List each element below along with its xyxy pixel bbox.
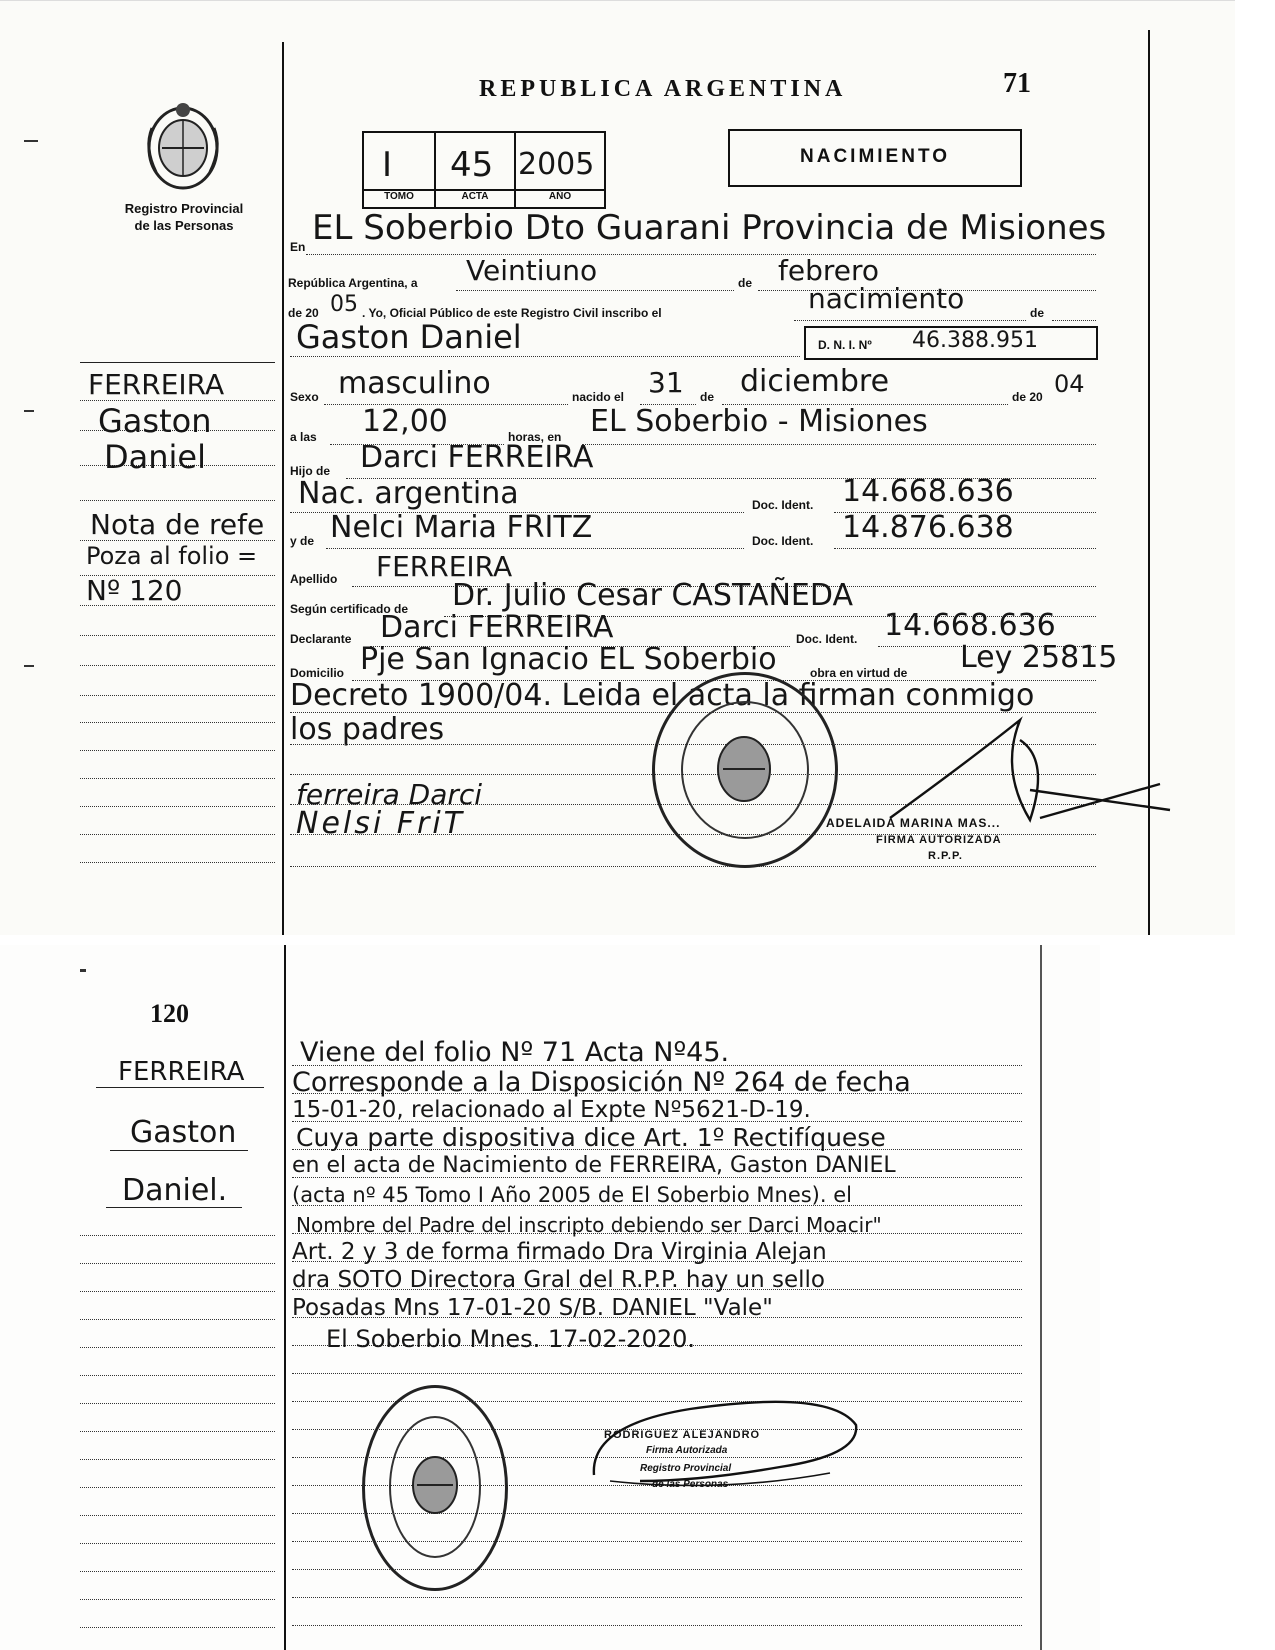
registry-name-line2: de las Personas (134, 218, 234, 233)
record-type: NACIMIENTO (800, 146, 950, 167)
official-role: FIRMA AUTORIZADA (876, 834, 1002, 846)
punch-mark (80, 969, 86, 972)
label-hijo-de: Hijo de (290, 464, 331, 478)
parent-signature-2: Nelsi FriT (296, 806, 465, 841)
value-birth-day: 31 (648, 366, 684, 399)
signature-role: Firma Autorizada (646, 1445, 728, 1456)
tomo-label: TOMO (384, 191, 414, 202)
coat-of-arms-icon (138, 98, 228, 194)
country-title: REPUBLICA ARGENTINA (479, 76, 847, 102)
ano-value: 2005 (518, 147, 595, 182)
folio-number: 120 (150, 999, 189, 1028)
note-line: (acta nº 45 Tomo I Año 2005 de El Soberbio Mnes). el (292, 1183, 852, 1207)
record-type-box (728, 129, 1022, 187)
note-line: 15-01-20, relacionado al Expte Nº5621-D-19. (292, 1097, 811, 1123)
label-doc-ident-1: Doc. Ident. (752, 498, 814, 512)
label-de-20: de 20 (288, 306, 319, 320)
acta-value: 45 (450, 145, 494, 185)
annotation-sheet (0, 945, 1100, 1650)
note-line: en el acta de Nacimiento de FERREIRA, Gaston DANIEL (292, 1153, 896, 1178)
note-line: Art. 2 y 3 de forma firmado Dra Virginia Alejan (292, 1239, 827, 1265)
value-birth-month: diciembre (740, 364, 890, 399)
value-address: Pje San Ignacio EL Soberbio (360, 642, 777, 677)
value-remarks-line1: Decreto 1900/04. Leida el acta la firman conmigo (290, 678, 1035, 713)
value-mother-doc: 14.876.638 (842, 510, 1014, 545)
margin-name1: Gaston (130, 1115, 237, 1150)
punch-mark (24, 140, 38, 142)
value-person-name: Gaston Daniel (296, 318, 522, 356)
dni-box (804, 326, 1098, 360)
margin-rule (282, 42, 284, 935)
value-place: EL Soberbio Dto Guarani Provincia de Misiones (312, 208, 1107, 248)
label-doc-ident-3: Doc. Ident. (796, 632, 858, 646)
punch-mark (24, 665, 34, 667)
value-dni: 46.388.951 (912, 328, 1038, 353)
note-line: El Soberbio Mnes. 17-02-2020. (326, 1325, 696, 1353)
registry-stamp-icon (362, 1385, 508, 1591)
value-day: Veintiuno (466, 254, 598, 287)
tomo-value: I (382, 145, 393, 185)
acta-label: ACTA (461, 191, 489, 202)
margin-name2: Daniel (104, 438, 206, 476)
registry-stamp-icon (652, 672, 838, 868)
label-nacido: nacido el (572, 390, 625, 404)
value-surname: FERREIRA (376, 550, 513, 583)
margin-note-line3: Nº 120 (86, 574, 183, 607)
stamp-emblem-icon (709, 729, 779, 809)
value-event: nacimiento (808, 282, 965, 315)
label-de2: de (1030, 306, 1045, 320)
registry-name-line1: Registro Provincial (124, 201, 244, 216)
value-time: 12,00 (362, 404, 448, 439)
note-line: Viene del folio Nº 71 Acta Nº45. (300, 1037, 730, 1068)
margin-name1: Gaston (98, 402, 212, 440)
note-line: Nombre del Padre del inscripto debiendo ser Darci Moacir" (296, 1213, 882, 1237)
value-father-doc: 14.668.636 (842, 474, 1014, 509)
label-doc-ident-2: Doc. Ident. (752, 534, 814, 548)
value-declarant: Darci FERREIRA (380, 610, 614, 645)
official-name: ADELAIDA MARINA MAS... (826, 816, 1001, 830)
label-republica: República Argentina, a (288, 276, 418, 290)
stamp-emblem-icon (407, 1450, 463, 1520)
margin-name2: Daniel. (122, 1173, 228, 1208)
margin-note-line1: Nota de refe (90, 508, 265, 541)
note-line: dra SOTO Directora Gral del R.P.P. hay un sello (292, 1267, 825, 1293)
label-de-20-2: de 20 (1012, 390, 1043, 404)
official-office: R.P.P. (928, 850, 963, 862)
record-box (362, 131, 606, 209)
signature-office-line1: Registro Provincial (640, 1463, 732, 1474)
folio-number: 71 (1003, 68, 1031, 99)
label-sexo: Sexo (290, 390, 319, 404)
margin-surname: FERREIRA (118, 1057, 245, 1087)
right-rule (1040, 945, 1042, 1650)
punch-mark (24, 410, 34, 412)
value-month: febrero (778, 254, 880, 287)
label-horas-en: horas, en (508, 430, 562, 444)
value-birth-place: EL Soberbio - Misiones (590, 404, 928, 439)
label-de: de (738, 276, 753, 290)
label-dni: D. N. I. Nº (818, 338, 872, 352)
value-declarant-doc: 14.668.636 (884, 608, 1056, 643)
margin-rule (284, 945, 286, 1650)
value-father: Darci FERREIRA (360, 440, 594, 475)
ano-label: AÑO (548, 191, 572, 202)
note-line: Cuya parte dispositiva dice Art. 1º Rectifíquese (296, 1123, 886, 1152)
value-law: Ley 25815 (960, 640, 1118, 675)
top-edge (0, 0, 1235, 1)
note-line: Corresponde a la Disposición Nº 264 de fecha (292, 1067, 911, 1098)
label-y-de: y de (290, 534, 315, 548)
value-sex: masculino (338, 366, 491, 401)
label-official-text: . Yo, Oficial Público de este Registro Civil inscribo el (362, 306, 662, 320)
note-line: Posadas Mns 17-01-20 S/B. DANIEL "Vale" (292, 1295, 773, 1321)
label-apellido: Apellido (290, 572, 338, 586)
value-remarks-line2: los padres (290, 712, 445, 747)
value-mother: Nelci Maria FRITZ (330, 510, 593, 545)
parent-signature-1: ferreira Darci (296, 778, 483, 811)
label-segun: Según certificado de (290, 602, 409, 616)
label-obra: obra en virtud de (810, 666, 908, 680)
label-a-las: a las (290, 430, 317, 444)
value-father-nationality: Nac. argentina (298, 476, 519, 511)
label-en: En (290, 240, 306, 254)
value-birth-year: 04 (1054, 370, 1085, 398)
signature-office-line2: de las Personas (652, 1479, 729, 1490)
signature-name: RODRIGUEZ ALEJANDRO (604, 1429, 761, 1441)
margin-surname: FERREIRA (88, 368, 225, 401)
official-signature-icon (880, 700, 1180, 830)
value-year: 05 (330, 292, 358, 317)
label-de3: de (700, 390, 715, 404)
value-certificate: Dr. Julio Cesar CASTAÑEDA (452, 578, 853, 613)
label-declarante: Declarante (290, 632, 352, 646)
label-domicilio: Domicilio (290, 666, 345, 680)
margin-note-line2: Poza al folio = (86, 542, 258, 570)
